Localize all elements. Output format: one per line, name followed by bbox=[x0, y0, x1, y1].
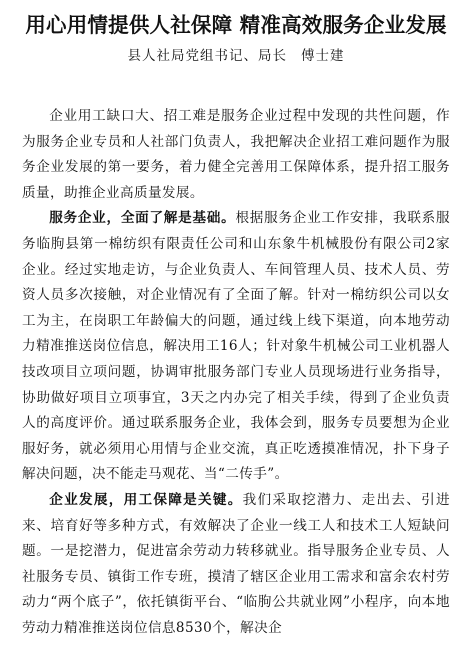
article-title: 用心用情提供人社保障 精准高效服务企业发展 bbox=[25, 13, 447, 37]
paragraph-text: 我们采取挖潜力、走出去、引进来、培育好等多种方式，有效解决了企业一线工人和技术工人短缺问题。一是挖潜力，促进富余劳动力转移就业。指导服务企业专员、人社服务专员、镇街工作专班，摸清了辖区企业用工需求和富余农村劳动力“两个底子”，依托镇街平台、“临朐公共就业网”小程序，向本地劳动力精准推送岗位信息8530个，解决企 bbox=[22, 491, 450, 636]
paragraph-lead: 服务企业，全面了解是基础。 bbox=[49, 210, 236, 227]
article-byline bbox=[22, 44, 450, 64]
article-body bbox=[22, 104, 450, 641]
paragraph-service bbox=[22, 206, 450, 488]
paragraph-text: 企业用工缺口大、招工难是服务企业过程中发现的共性问题，作为服务企业专员和人社部门负责人，我把解决企业招工难问题作为服务企业发展的第一要务，着力健全完善用工保障体系，提升招工服务质量，助推企业高质量发展。 bbox=[22, 108, 450, 201]
paragraph-employment bbox=[22, 488, 450, 642]
paragraph-lead: 企业发展，用工保障是关键。 bbox=[49, 491, 243, 508]
paragraph-intro bbox=[22, 104, 450, 206]
paragraph-text: 根据服务企业工作安排，我联系服务临朐县第一棉纺织有限责任公司和山东象牛机械股份有限公司2家企业。经过实地走访，与企业负责人、车间管理人员、技术人员、劳资人员多次接触，对企业情况有了全面了解。针对一棉纺织公司以女工为主，在岗职工年龄偏大的问题，通过线上线下渠道，向本地劳动力精准推送岗位信息，解决用工16人；针对象牛机械公司工业机器人技改项目立项问题，协调审批服务部门专业人员现场进行业务指导，协助做好项目立项事宜，3天之内办完了相关手续，得到了企业负责人的高度评价。通过联系服务企业，我体会到，服务专员要想为企业服好务，就必须用心用情与企业交流，真正吃透摸准情况，扑下身子解决问题，决不能走马观花、当“二传手”。 bbox=[22, 210, 451, 483]
author-position: 县人社局党组书记、局长 bbox=[127, 48, 287, 64]
author-name: 傅士建 bbox=[301, 48, 345, 64]
